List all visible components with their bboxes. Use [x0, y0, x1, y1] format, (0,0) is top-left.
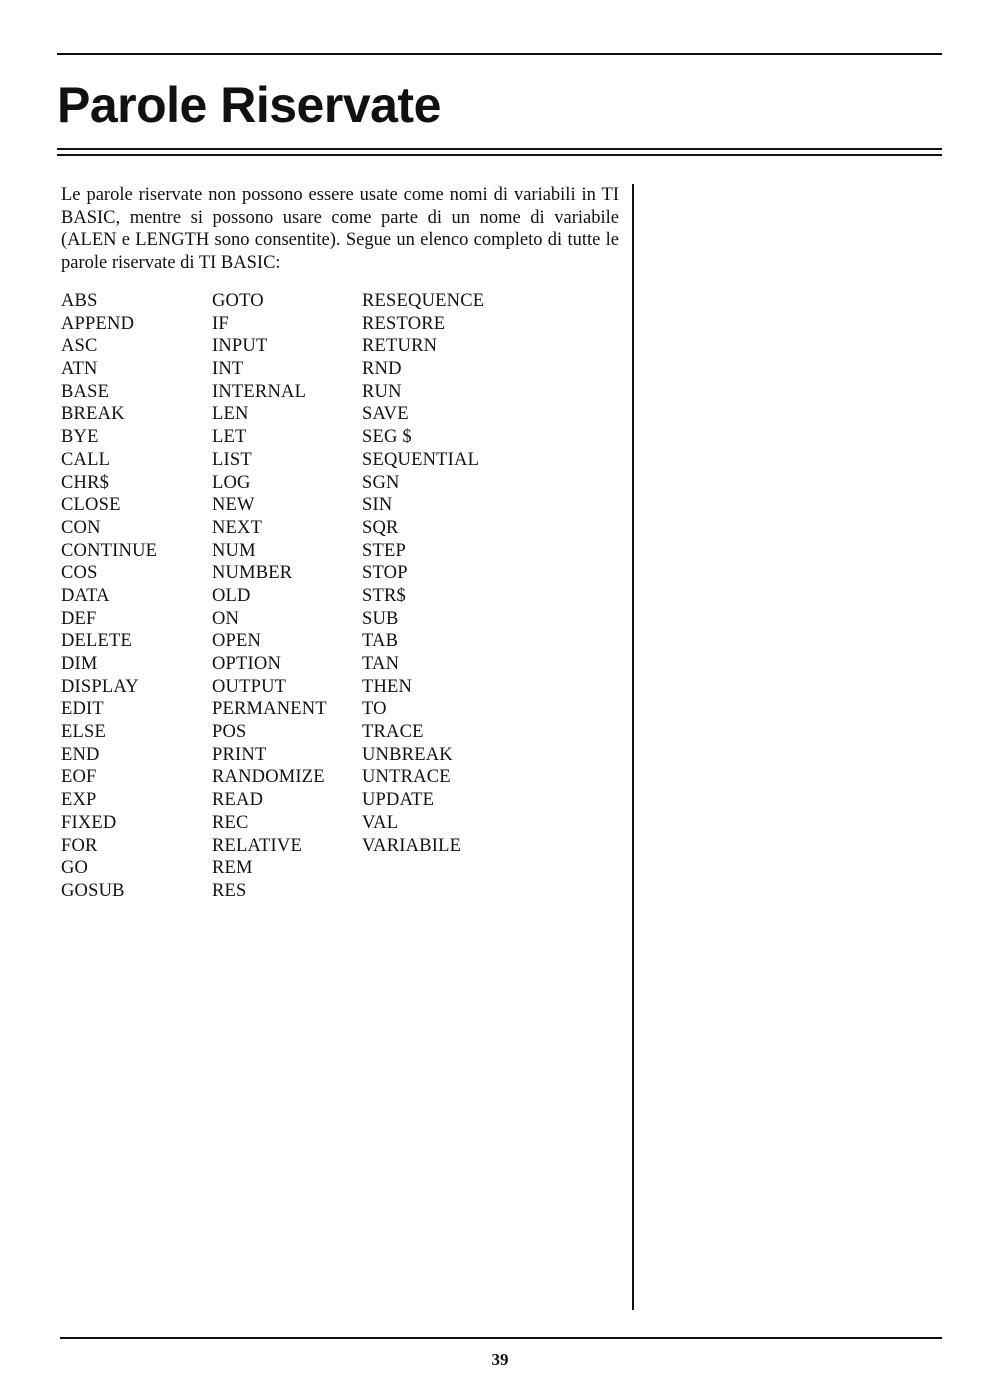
reserved-word: GOTO — [212, 291, 264, 311]
reserved-word: CALL — [61, 449, 111, 470]
reserved-word: RESEQUENCE — [362, 291, 485, 311]
column-divider-rule — [632, 184, 634, 1310]
reserved-word: APPEND — [61, 313, 135, 334]
reserved-word: THEN — [362, 676, 413, 697]
reserved-word: LOG — [212, 472, 251, 493]
reserved-word: TAB — [362, 631, 399, 652]
reserved-word: UPDATE — [362, 790, 435, 811]
reserved-word: STEP — [362, 540, 406, 561]
reserved-word: RELATIVE — [212, 835, 302, 856]
reserved-word: STOP — [362, 563, 408, 584]
reserved-word: DISPLAY — [61, 676, 139, 697]
reserved-word: READ — [212, 790, 264, 811]
reserved-word: EXP — [61, 790, 97, 811]
reserved-word: ATN — [61, 359, 98, 380]
reserved-word: SIN — [362, 495, 393, 516]
reserved-word: DATA — [61, 585, 110, 606]
reserved-word: INTERNAL — [212, 381, 307, 402]
reserved-word: SGN — [362, 472, 400, 493]
reserved-words-column-2 — [212, 290, 327, 903]
reserved-word: CON — [61, 517, 101, 538]
reserved-word: BYE — [61, 427, 99, 448]
reserved-word: NUMBER — [212, 563, 293, 584]
reserved-word: RND — [362, 359, 402, 380]
reserved-word: OPEN — [212, 631, 262, 652]
reserved-word: SEG $ — [362, 427, 412, 448]
reserved-word: INT — [212, 359, 244, 380]
reserved-word: REM — [212, 858, 253, 879]
reserved-word: TO — [362, 699, 387, 720]
reserved-word: TRACE — [362, 722, 424, 743]
reserved-word: REC — [212, 812, 249, 833]
reserved-word: EOF — [61, 767, 97, 788]
reserved-word: END — [61, 744, 100, 765]
reserved-word: OPTION — [212, 654, 282, 674]
reserved-words-column-1 — [61, 290, 157, 903]
reserved-word: RESTORE — [362, 313, 446, 334]
reserved-word: NEXT — [212, 517, 263, 538]
reserved-word: IF — [212, 313, 229, 334]
reserved-word: LEN — [212, 404, 249, 425]
reserved-word: RANDOMIZE — [212, 767, 325, 788]
reserved-word: NEW — [212, 495, 255, 516]
reserved-word: INPUT — [212, 336, 268, 357]
reserved-word: UNTRACE — [362, 767, 451, 788]
reserved-word: OLD — [212, 585, 251, 606]
page-title: Parole Riservate — [57, 77, 441, 133]
reserved-word: ELSE — [61, 722, 106, 743]
reserved-word: UNBREAK — [362, 744, 453, 765]
reserved-word: PRINT — [212, 744, 267, 765]
reserved-word: RUN — [362, 381, 402, 402]
reserved-word: CONTINUE — [61, 540, 158, 561]
header-double-rule — [57, 148, 942, 156]
reserved-word: RETURN — [362, 336, 438, 357]
reserved-word: SUB — [362, 608, 399, 629]
reserved-word: STR$ — [362, 585, 406, 606]
reserved-word: EDIT — [61, 699, 104, 720]
reserved-word: DIM — [61, 654, 98, 674]
reserved-word: SEQUENTIAL — [362, 449, 480, 470]
reserved-word: BASE — [61, 381, 110, 402]
reserved-word: SQR — [362, 517, 399, 538]
reserved-word: POS — [212, 722, 247, 743]
reserved-word: LIST — [212, 449, 252, 470]
reserved-word: VARIABILE — [362, 835, 462, 856]
reserved-word: COS — [61, 563, 98, 584]
reserved-word: BREAK — [61, 404, 125, 425]
reserved-word: DEF — [61, 608, 97, 629]
reserved-word: GOSUB — [61, 880, 125, 901]
reserved-word: RES — [212, 880, 247, 901]
reserved-words-column-3 — [362, 290, 484, 857]
reserved-word: OUTPUT — [212, 676, 287, 697]
reserved-word: DELETE — [61, 631, 133, 652]
reserved-word: ON — [212, 608, 240, 629]
header-top-rule — [57, 53, 942, 55]
reserved-word: FOR — [61, 835, 98, 856]
reserved-word: NUM — [212, 540, 256, 561]
page-number: 39 — [491, 1350, 509, 1369]
reserved-word: ABS — [61, 291, 98, 311]
reserved-word: TAN — [362, 654, 400, 674]
reserved-word: ASC — [61, 336, 98, 357]
reserved-word: GO — [61, 858, 89, 879]
footer-rule — [60, 1337, 942, 1339]
intro-paragraph: Le parole riservate non possono essere usate come nomi di variabili in TI BASIC, mentre si possono usare come parte di un nome di variabile (ALEN e LENGTH sono consentite). Segue un elenco completo di tutte le parole riservate di TI BASIC: — [61, 185, 619, 273]
reserved-word: LET — [212, 427, 247, 448]
reserved-word: FIXED — [61, 812, 117, 833]
reserved-word: CHR$ — [61, 472, 110, 493]
reserved-word: VAL — [362, 812, 399, 833]
reserved-word: CLOSE — [61, 495, 121, 516]
reserved-word: PERMANENT — [212, 699, 327, 720]
reserved-word: SAVE — [362, 404, 409, 425]
